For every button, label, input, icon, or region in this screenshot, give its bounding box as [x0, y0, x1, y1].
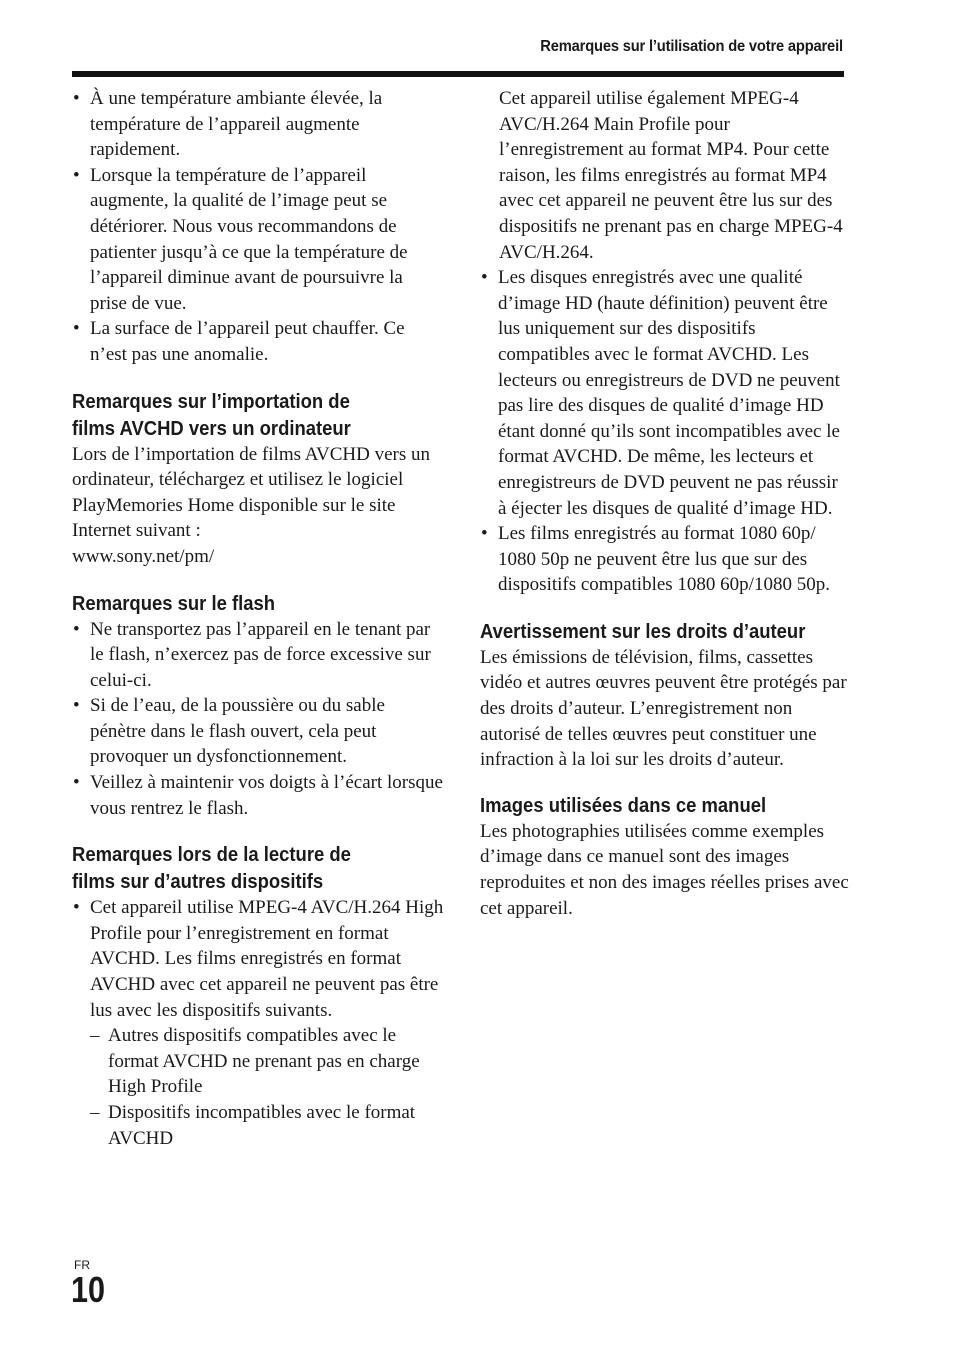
section-heading-import: [72, 388, 407, 442]
sub-list-item: – Dispositifs incompatibles avec le format AVCHD: [90, 1100, 444, 1151]
import-body: Lors de l’importation de films AVCHD vers un ordinateur, téléchargez et utilisez le logiciel PlayMemories Home disponible sur le site Internet suivant :: [72, 443, 430, 542]
sub-list-item: – Autres dispositifs compatibles avec le format AVCHD ne prenant pas en charge High Profile: [90, 1023, 444, 1100]
section-heading-copyright: Avertissement sur les droits d’auteur: [480, 619, 806, 643]
header-rule: [72, 71, 844, 77]
list-item: [72, 895, 444, 1151]
playback-notes-list: [72, 895, 444, 1151]
heading-line: Remarques lors de la lecture de: [72, 843, 351, 867]
continued-paragraph: Cet appareil utilise également MPEG-4 AVC/H.264 Main Profile pour l’enregistrement au format MP4. Pour cette raison, les films enregistrés au format MP4 avec cet appareil ne peuvent être lus sur des dispositifs ne prenant pas en charge MPEG-4 AVC/H.264.: [499, 88, 843, 263]
flash-notes-list: [72, 617, 444, 822]
incompatible-devices-list: [90, 1023, 444, 1151]
language-code: FR: [74, 1258, 90, 1272]
playback-bullet-text: Cet appareil utilise MPEG-4 AVC/H.264 High Profile pour l’enregistrement en format AVCHD. Les films enregistrés en format AVCHD avec cet appareil ne peuvent pas être lus avec les dispositifs suivants.: [90, 897, 444, 1021]
import-url: www.sony.net/pm/: [72, 545, 215, 567]
images-body: Les photographies utilisées comme exemples d’image dans ce manuel sont des images reproduites et non des images réelles prises avec cet appareil.: [480, 820, 849, 919]
list-item: • Si de l’eau, de la poussière ou du sable pénètre dans le flash ouvert, cela peut provoquer un dysfonctionnement.: [72, 693, 444, 770]
list-item: • Les disques enregistrés avec une qualité d’image HD (haute définition) peuvent être lus uniquement sur des dispositifs compatibles avec le format AVCHD. Les lecteurs ou enregistreurs de DVD ne peuvent pas lire des disques de qualité d’image HD étant donné qu’ils sont incompatibles avec le format AVCHD. De même, les lecteurs et enregistreurs de DVD peuvent ne pas réussir à éjecter les disques de qualité d’image HD.: [480, 265, 850, 521]
list-item: • Veillez à maintenir vos doigts à l’écart lorsque vous rentrez le flash.: [72, 770, 444, 821]
list-item: • À une température ambiante élevée, la température de l’appareil augmente rapidement.: [72, 86, 444, 163]
heading-line: Remarques sur l’importation de: [72, 389, 350, 413]
list-item: • Les films enregistrés au format 1080 60p/ 1080 50p ne peuvent être lus que sur des dispositifs compatibles 1080 60p/1080 50p.: [480, 521, 850, 598]
list-item: • Lorsque la température de l’appareil augmente, la qualité de l’image peut se détériorer. Nous vous recommandons de patienter jusqu’à ce que la température de l’appareil diminue avant de poursuivre la prise de vue.: [72, 163, 444, 317]
right-column: [480, 86, 850, 921]
page-number: 10: [71, 1269, 106, 1310]
section-heading-flash: Remarques sur le flash: [72, 591, 276, 615]
disc-notes-list: [480, 265, 850, 598]
heading-line: films sur d’autres dispositifs: [72, 870, 324, 894]
temperature-notes-list: [72, 86, 444, 368]
section-heading-playback: [72, 841, 407, 895]
copyright-body: Les émissions de télévision, films, cassettes vidéo et autres œuvres peuvent être protégés par des droits d’auteur. L’enregistrement non autorisé de telles œuvres peut constituer une infraction à la loi sur les droits d’auteur.: [480, 646, 847, 771]
section-heading-images: Images utilisées dans ce manuel: [480, 793, 767, 817]
list-item: • Ne transportez pas l’appareil en le tenant par le flash, n’exercez pas de force excessive sur celui-ci.: [72, 617, 444, 694]
heading-line: films AVCHD vers un ordinateur: [72, 416, 351, 440]
list-item: • La surface de l’appareil peut chauffer. Ce n’est pas une anomalie.: [72, 316, 444, 367]
left-column: [72, 86, 444, 1151]
running-head: Remarques sur l’utilisation de votre appareil: [540, 38, 843, 55]
